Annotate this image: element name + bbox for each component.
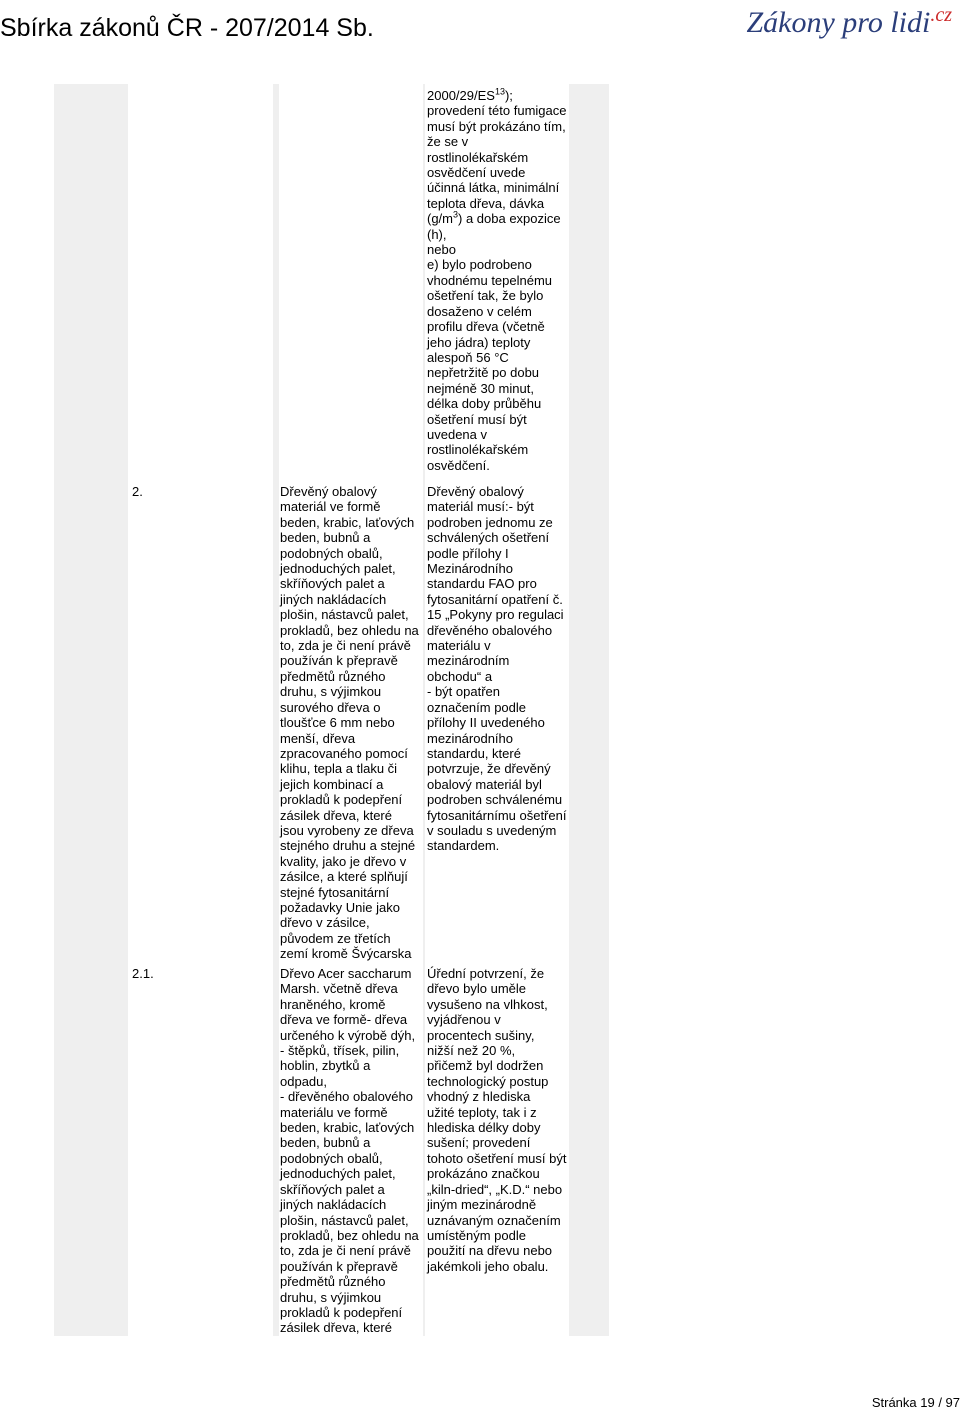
row-requirement: Úřední potvrzení, že dřevo bylo uměle vysušeno na vlhkost, vyjádřenou v procentech sušiny, nižší než 20 %, přičemž byl dodržen technologický postup vhodný z hlediska užité teploty, tak i z hlediska délky doby sušení; provedení tohoto ošetření musí být prokázáno značkou „kiln-dried“, „K.D.“ nebo jiným mezinárodně uznávaným označením umístěným podle použití na dřevu nebo jakémkoli jeho obalu.: [427, 966, 567, 1274]
logo-suffix: .cz: [930, 4, 952, 26]
continued-requirement-text: 2000/29/ES$^{13}$); provedení této fumigace musí být prokázáno tím, že se v rostlinolékařském osvědčení uvede účinná látka, minimální teplota dřeva, dávka $(g/m^3)$ a doba expozice (h), nebo e) bylo podrobeno vhodnému tepelnému ošetření tak, že bylo dosaženo v celém profilu dřeva (včetně jeho jádra) teploty alespoň 56 °C nepřetržitě po dobu nejméně 30 minut, délka doby průběhu ošetření musí být uvedena v rostlinolékařském osvědčení.: [427, 86, 567, 473]
row-description: Dřevo Acer saccharum Marsh. včetně dřeva hraněného, kromě dřeva ve formě- dřeva určeného k výrobě dýh, - štěpků, třísek, pilin, hoblin, zbytků a odpadu, - dřevěného obalového materiálu ve formě beden, krabic, laťových beden, bubnů a podobných obalů, jednoduchých palet, skříňových palet a jiných nakládacích plošin, nástavců palet, prokladů, bez ohledu na to, zda je či není právě používán k přepravě předmětů různého druhu, s výjimkou prokladů k podepření zásilek dřeva, které: [280, 966, 419, 1336]
table-col-number: [128, 84, 273, 1336]
row-number: 2.: [132, 484, 143, 499]
logo-text: Zákony pro lidi: [746, 6, 931, 39]
row-number: 2.1.: [132, 966, 154, 981]
site-logo[interactable]: [746, 4, 952, 40]
row-description: Dřevěný obalový materiál ve formě beden, krabic, laťových beden, bubnů a podobných obalů, jednoduchých palet, skříňových palet a jiných nakládacích plošin, nástavců palet, prokladů, bez ohledu na to, zda je či není právě používán k přepravě předmětů různého druhu, s výjimkou surového dřeva o tloušťce 6 mm nebo menší, dřeva zpracovaného pomocí klihu, tepla a tlaku či jejich kombinací a prokladů k podepření zásilek dřeva, které jsou vyrobeny ze dřeva stejného druhu a stejné kvality, jako je dřevo v zásilce, a které splňují stejné fytosanitární požadavky Unie jako dřevo v zásilce, původem ze třetích zemí kromě Švýcarska: [280, 484, 419, 962]
row-requirement: Dřevěný obalový materiál musí:- být podroben jednomu ze schválených ošetření podle přílohy I Mezinárodního standardu FAO pro fytosanitární opatření č. 15 „Pokyny pro regulaci dřevěného obalového materiálu v mezinárodním obchodu“ a - být opatřen označením podle přílohy II uvedeného mezinárodního standardu, které potvrzuje, že dřevěný obalový materiál byl podroben schválenému fytosanitárnímu ošetření v souladu s uvedeným standardem.: [427, 484, 567, 854]
page-indicator: Stránka 19 / 97: [871, 1395, 960, 1410]
document-title: Sbírka zákonů ČR - 207/2014 Sb.: [0, 14, 374, 42]
regulation-table: [54, 84, 609, 1336]
